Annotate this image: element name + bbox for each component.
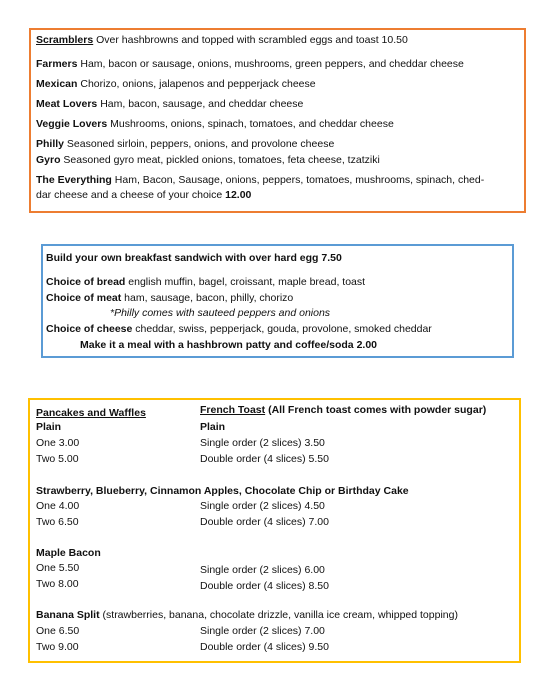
french-toast-banana-double: Double order (4 slices) 9.50	[200, 641, 329, 653]
pancakes-plain-two: Two 5.00	[36, 453, 79, 465]
banana-split-description: (strawberries, banana, chocolate drizzle, vanilla ice cream, whipped topping)	[99, 609, 458, 621]
item-description: Chorizo, onions, jalapenos and pepperjack cheese	[77, 78, 316, 90]
item-description: dar cheese and a cheese of your choice	[36, 189, 226, 201]
item-name: Gyro	[36, 154, 61, 166]
banana-split-line	[36, 609, 458, 622]
pancakes-heading: Pancakes and Waffles	[36, 407, 146, 419]
french-toast-maple-double: Double order (4 slices) 8.50	[200, 580, 329, 592]
philly-note: *Philly comes with sauteed peppers and onions	[110, 307, 331, 319]
meat-choice-line	[46, 292, 293, 305]
item-description: Seasoned gyro meat, pickled onions, tomatoes, feta cheese, tzatziki	[60, 154, 380, 166]
pancakes-fruit-two: Two 6.50	[36, 516, 79, 528]
french-toast-fruit-single: Single order (2 slices) 4.50	[200, 500, 325, 512]
pancakes-plain-label: Plain	[36, 421, 62, 433]
bread-label: Choice of bread	[46, 276, 126, 288]
item-name: The Everything	[36, 174, 112, 186]
pancakes-banana-two: Two 9.00	[36, 641, 79, 653]
french-toast-plain-label: Plain	[200, 421, 226, 433]
menu-item-meat-lovers	[36, 98, 303, 111]
meat-options: ham, sausage, bacon, philly, chorizo	[121, 292, 294, 304]
menu-item-philly	[36, 138, 334, 151]
maple-bacon-heading: Maple Bacon	[36, 547, 101, 559]
menu-item-the-everything	[36, 174, 484, 187]
item-description: Ham, bacon or sausage, onions, mushrooms, green peppers, and cheddar cheese	[77, 58, 464, 70]
cheese-options: cheddar, swiss, pepperjack, gouda, provolone, smoked cheddar	[132, 323, 432, 335]
menu-item-farmers	[36, 58, 464, 71]
french-toast-fruit-double: Double order (4 slices) 7.00	[200, 516, 329, 528]
pancakes-maple-two: Two 8.00	[36, 578, 79, 590]
menu-item-gyro	[36, 154, 380, 167]
banana-split-name: Banana Split	[36, 609, 100, 621]
make-it-a-meal: Make it a meal with a hashbrown patty and coffee/soda 2.00	[80, 339, 377, 351]
french-toast-note: (All French toast comes with powder sugar)	[265, 404, 487, 416]
scramblers-heading: Scramblers	[36, 34, 94, 46]
item-name: Veggie Lovers	[36, 118, 108, 130]
pancakes-plain-one: One 3.00	[36, 437, 80, 449]
item-name: Mexican	[36, 78, 78, 90]
item-description: Mushrooms, onions, spinach, tomatoes, and cheddar cheese	[107, 118, 394, 130]
item-description: Seasoned sirloin, peppers, onions, and provolone cheese	[64, 138, 335, 150]
fruit-flavors-heading: Strawberry, Blueberry, Cinnamon Apples, Chocolate Chip or Birthday Cake	[36, 485, 409, 497]
pancakes-maple-one: One 5.50	[36, 562, 80, 574]
bread-choice-line	[46, 276, 365, 289]
french-toast-banana-single: Single order (2 slices) 7.00	[200, 625, 325, 637]
menu-item-mexican	[36, 78, 316, 91]
menu-item-veggie-lovers	[36, 118, 394, 131]
the-everything-continued	[36, 189, 251, 202]
cheese-choice-line	[46, 323, 432, 336]
item-name: Farmers	[36, 58, 78, 70]
pancakes-fruit-one: One 4.00	[36, 500, 80, 512]
item-description: Ham, Bacon, Sausage, onions, peppers, tomatoes, mushrooms, spinach, ched-	[111, 174, 485, 186]
french-toast-header-line	[200, 404, 486, 417]
item-name: Meat Lovers	[36, 98, 98, 110]
item-name: Philly	[36, 138, 65, 150]
bread-options: english muffin, bagel, croissant, maple bread, toast	[125, 276, 366, 288]
french-toast-plain-single: Single order (2 slices) 3.50	[200, 437, 325, 449]
meat-label: Choice of meat	[46, 292, 122, 304]
scramblers-header-line	[36, 34, 408, 47]
french-toast-heading: French Toast	[200, 404, 266, 416]
pancakes-banana-one: One 6.50	[36, 625, 80, 637]
sandwich-title: Build your own breakfast sandwich with over hard egg 7.50	[46, 252, 342, 264]
item-price: 12.00	[225, 189, 252, 201]
scramblers-description: Over hashbrowns and topped with scrambled eggs and toast 10.50	[93, 34, 408, 46]
item-description: Ham, bacon, sausage, and cheddar cheese	[97, 98, 304, 110]
french-toast-maple-single: Single order (2 slices) 6.00	[200, 564, 325, 576]
french-toast-plain-double: Double order (4 slices) 5.50	[200, 453, 329, 465]
cheese-label: Choice of cheese	[46, 323, 133, 335]
